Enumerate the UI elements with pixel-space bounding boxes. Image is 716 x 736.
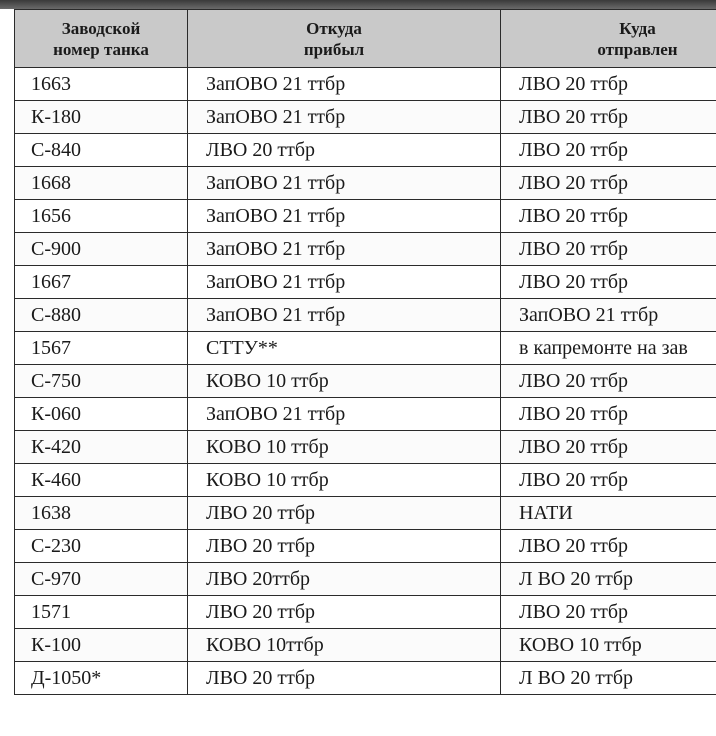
header-serial-line-2: номер танка — [53, 39, 149, 59]
serial-number-cell: К-180 — [15, 101, 188, 134]
table-header — [15, 10, 716, 68]
header-origin-line-2: прибыл — [303, 39, 365, 59]
destination-cell: ЛВО 20 ттбр — [501, 266, 716, 299]
serial-number-cell: К-100 — [15, 629, 188, 662]
serial-number-cell: 1567 — [15, 332, 188, 365]
origin-cell: КОВО 10 ттбр — [188, 431, 501, 464]
serial-number-cell: 1668 — [15, 167, 188, 200]
header-serial-line-1: Заводской — [61, 18, 141, 38]
destination-cell: ЛВО 20 ттбр — [501, 398, 716, 431]
origin-cell: ЗапОВО 21 ттбр — [188, 398, 501, 431]
table-row — [15, 233, 716, 266]
serial-number-cell: С-750 — [15, 365, 188, 398]
header-destination-line-2: отправлен — [597, 39, 678, 59]
origin-cell: ЛВО 20 ттбр — [188, 662, 501, 695]
header-serial-number — [15, 10, 188, 68]
origin-cell: КОВО 10 ттбр — [188, 464, 501, 497]
destination-cell: ЛВО 20 ттбр — [501, 167, 716, 200]
destination-cell: КОВО 10 ттбр — [501, 629, 716, 662]
destination-cell: ЛВО 20 ттбр — [501, 596, 716, 629]
header-destination-line-1: Куда — [619, 18, 656, 38]
origin-cell: ЛВО 20 ттбр — [188, 134, 501, 167]
table-top-border — [0, 0, 716, 9]
serial-number-cell: К-420 — [15, 431, 188, 464]
origin-cell: ЛВО 20 ттбр — [188, 596, 501, 629]
table-row — [15, 68, 716, 101]
destination-cell: ЛВО 20 ттбр — [501, 233, 716, 266]
serial-number-cell: К-460 — [15, 464, 188, 497]
origin-cell: КОВО 10 ттбр — [188, 365, 501, 398]
origin-cell: ЛВО 20 ттбр — [188, 530, 501, 563]
destination-cell: ЛВО 20 ттбр — [501, 464, 716, 497]
table-row — [15, 200, 716, 233]
table-row — [15, 596, 716, 629]
origin-cell: ЗапОВО 21 ттбр — [188, 299, 501, 332]
serial-number-cell: К-060 — [15, 398, 188, 431]
origin-cell: ЗапОВО 21 ттбр — [188, 233, 501, 266]
header-origin — [188, 10, 501, 68]
destination-cell: ЛВО 20 ттбр — [501, 431, 716, 464]
table-row — [15, 431, 716, 464]
table-row — [15, 167, 716, 200]
serial-number-cell: С-970 — [15, 563, 188, 596]
serial-number-cell: 1663 — [15, 68, 188, 101]
origin-cell: ЛВО 20ттбр — [188, 563, 501, 596]
table-row — [15, 266, 716, 299]
serial-number-cell: 1667 — [15, 266, 188, 299]
serial-number-cell: С-900 — [15, 233, 188, 266]
table-row — [15, 497, 716, 530]
origin-cell: ЗапОВО 21 ттбр — [188, 266, 501, 299]
destination-cell: ЛВО 20 ттбр — [501, 101, 716, 134]
serial-number-cell: С-230 — [15, 530, 188, 563]
destination-cell: Л ВО 20 ттбр — [501, 662, 716, 695]
destination-cell: НАТИ — [501, 497, 716, 530]
serial-number-cell: С-840 — [15, 134, 188, 167]
destination-cell: ЛВО 20 ттбр — [501, 530, 716, 563]
table-body — [15, 68, 716, 695]
table-row — [15, 101, 716, 134]
serial-number-cell: С-880 — [15, 299, 188, 332]
table-row — [15, 563, 716, 596]
destination-cell: ЛВО 20 ттбр — [501, 365, 716, 398]
serial-number-cell: 1638 — [15, 497, 188, 530]
origin-cell: КОВО 10ттбр — [188, 629, 501, 662]
origin-cell: СТТУ** — [188, 332, 501, 365]
header-origin-line-1: Откуда — [306, 18, 362, 38]
table-row — [15, 299, 716, 332]
table-row — [15, 662, 716, 695]
destination-cell: ЛВО 20 ттбр — [501, 200, 716, 233]
origin-cell: ЗапОВО 21 ттбр — [188, 68, 501, 101]
destination-cell: ЗапОВО 21 ттбр — [501, 299, 716, 332]
serial-number-cell: Д-1050* — [15, 662, 188, 695]
destination-cell: Л ВО 20 ттбр — [501, 563, 716, 596]
origin-cell: ЛВО 20 ттбр — [188, 497, 501, 530]
table-row — [15, 398, 716, 431]
origin-cell: ЗапОВО 21 ттбр — [188, 167, 501, 200]
header-row — [15, 10, 716, 68]
serial-number-cell: 1571 — [15, 596, 188, 629]
serial-number-cell: 1656 — [15, 200, 188, 233]
table-row — [15, 530, 716, 563]
table-row — [15, 332, 716, 365]
destination-cell: ЛВО 20 ттбр — [501, 68, 716, 101]
origin-cell: ЗапОВО 21 ттбр — [188, 101, 501, 134]
header-destination — [501, 10, 716, 68]
origin-cell: ЗапОВО 21 ттбр — [188, 200, 501, 233]
destination-cell: ЛВО 20 ттбр — [501, 134, 716, 167]
table-row — [15, 365, 716, 398]
table-row — [15, 464, 716, 497]
tank-table — [14, 9, 716, 695]
destination-cell: в капремонте на зав — [501, 332, 716, 365]
table-row — [15, 134, 716, 167]
table-row — [15, 629, 716, 662]
